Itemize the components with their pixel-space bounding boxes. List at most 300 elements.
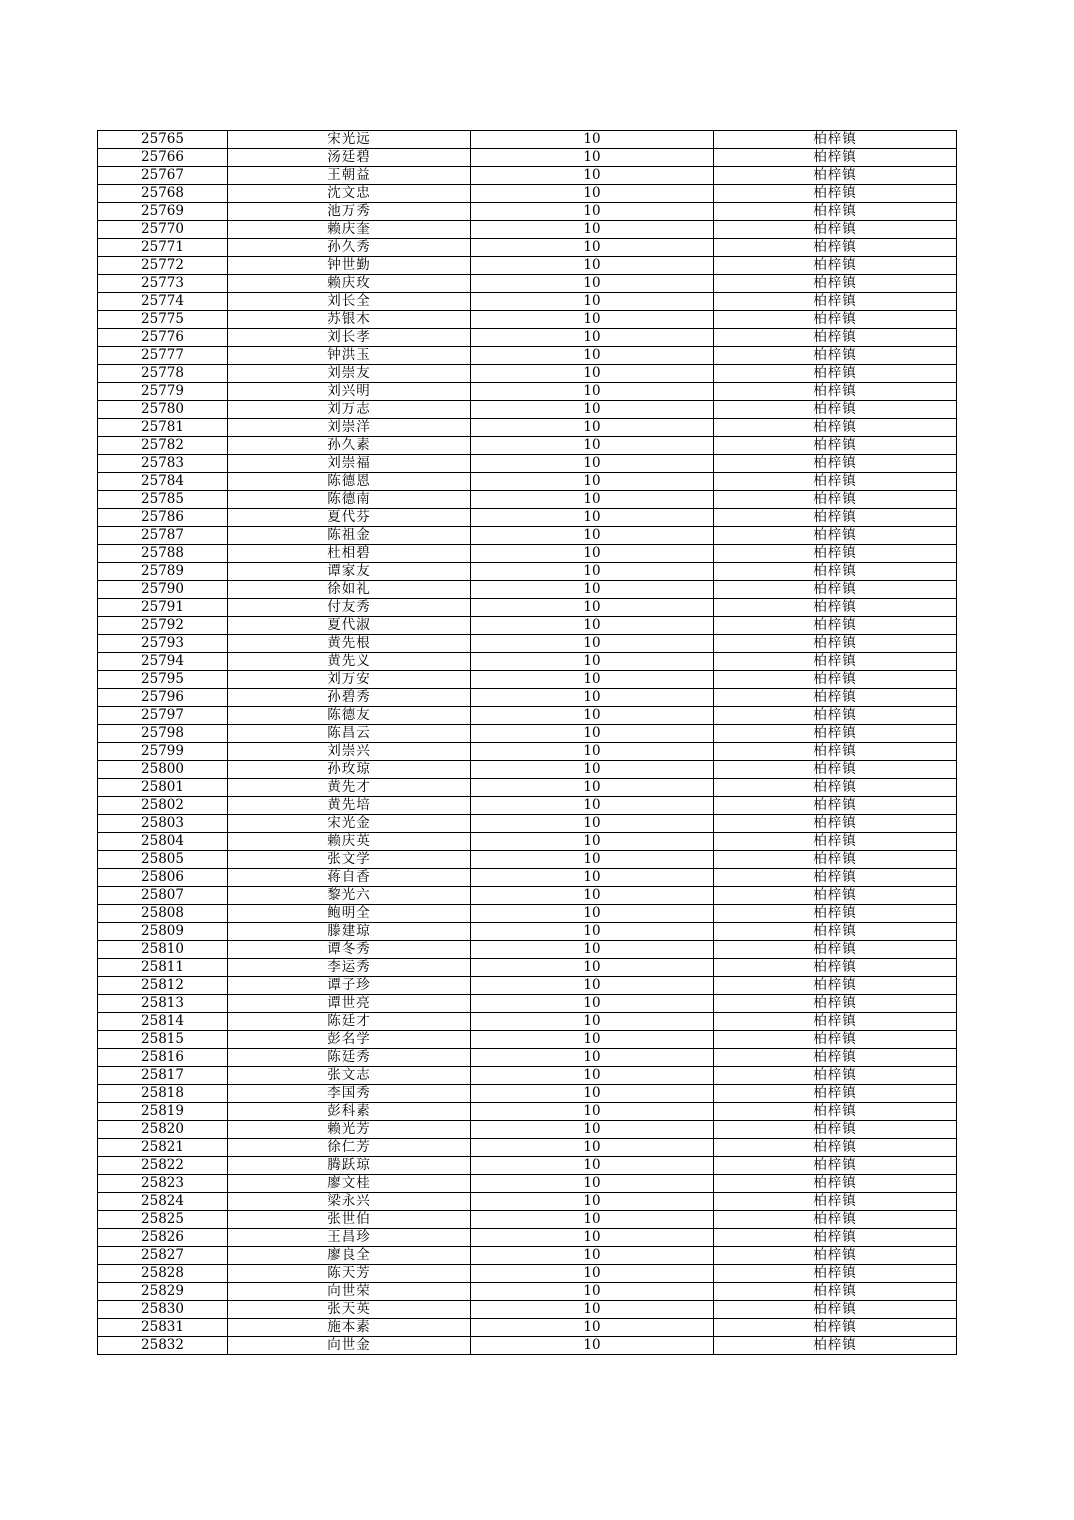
person-name-cell: 梁永兴 xyxy=(228,1193,471,1211)
record-id-cell: 25802 xyxy=(98,797,228,815)
person-name-cell: 滕建琼 xyxy=(228,923,471,941)
amount-cell: 10 xyxy=(471,545,714,563)
table-row xyxy=(98,599,957,617)
amount-cell: 10 xyxy=(471,185,714,203)
person-name-cell: 池万秀 xyxy=(228,203,471,221)
table-row xyxy=(98,293,957,311)
record-id-cell: 25805 xyxy=(98,851,228,869)
town-cell: 柏梓镇 xyxy=(714,527,957,545)
town-cell: 柏梓镇 xyxy=(714,455,957,473)
table-row xyxy=(98,671,957,689)
record-id-cell: 25767 xyxy=(98,167,228,185)
town-cell: 柏梓镇 xyxy=(714,1319,957,1337)
person-name-cell: 陈廷秀 xyxy=(228,1049,471,1067)
amount-cell: 10 xyxy=(471,581,714,599)
table-row xyxy=(98,1319,957,1337)
record-id-cell: 25829 xyxy=(98,1283,228,1301)
amount-cell: 10 xyxy=(471,239,714,257)
table-row xyxy=(98,635,957,653)
person-name-cell: 孙久秀 xyxy=(228,239,471,257)
town-cell: 柏梓镇 xyxy=(714,581,957,599)
table-row xyxy=(98,1139,957,1157)
amount-cell: 10 xyxy=(471,1319,714,1337)
table-row xyxy=(98,743,957,761)
amount-cell: 10 xyxy=(471,149,714,167)
town-cell: 柏梓镇 xyxy=(714,1247,957,1265)
amount-cell: 10 xyxy=(471,131,714,149)
person-name-cell: 赖庆玫 xyxy=(228,275,471,293)
table-row xyxy=(98,1049,957,1067)
record-id-cell: 25779 xyxy=(98,383,228,401)
town-cell: 柏梓镇 xyxy=(714,1139,957,1157)
amount-cell: 10 xyxy=(471,1301,714,1319)
person-name-cell: 彭科素 xyxy=(228,1103,471,1121)
table-row xyxy=(98,509,957,527)
person-name-cell: 鲍明全 xyxy=(228,905,471,923)
person-name-cell: 李国秀 xyxy=(228,1085,471,1103)
person-name-cell: 徐仁芳 xyxy=(228,1139,471,1157)
table-row xyxy=(98,401,957,419)
amount-cell: 10 xyxy=(471,347,714,365)
record-id-cell: 25815 xyxy=(98,1031,228,1049)
record-id-cell: 25783 xyxy=(98,455,228,473)
amount-cell: 10 xyxy=(471,383,714,401)
person-name-cell: 孙久素 xyxy=(228,437,471,455)
person-name-cell: 刘崇友 xyxy=(228,365,471,383)
record-id-cell: 25801 xyxy=(98,779,228,797)
town-cell: 柏梓镇 xyxy=(714,1103,957,1121)
table-row xyxy=(98,1247,957,1265)
table-row xyxy=(98,437,957,455)
table-row xyxy=(98,869,957,887)
person-name-cell: 彭名学 xyxy=(228,1031,471,1049)
record-id-cell: 25807 xyxy=(98,887,228,905)
amount-cell: 10 xyxy=(471,1211,714,1229)
table-row xyxy=(98,419,957,437)
amount-cell: 10 xyxy=(471,1157,714,1175)
table-row xyxy=(98,311,957,329)
amount-cell: 10 xyxy=(471,1193,714,1211)
record-id-cell: 25788 xyxy=(98,545,228,563)
table-row xyxy=(98,815,957,833)
person-name-cell: 夏代淑 xyxy=(228,617,471,635)
record-id-cell: 25785 xyxy=(98,491,228,509)
record-id-cell: 25828 xyxy=(98,1265,228,1283)
person-name-cell: 陈德南 xyxy=(228,491,471,509)
table-row xyxy=(98,239,957,257)
town-cell: 柏梓镇 xyxy=(714,347,957,365)
table-row xyxy=(98,545,957,563)
person-name-cell: 夏代芬 xyxy=(228,509,471,527)
record-id-cell: 25786 xyxy=(98,509,228,527)
amount-cell: 10 xyxy=(471,833,714,851)
amount-cell: 10 xyxy=(471,617,714,635)
table-row xyxy=(98,383,957,401)
record-id-cell: 25789 xyxy=(98,563,228,581)
record-id-cell: 25830 xyxy=(98,1301,228,1319)
town-cell: 柏梓镇 xyxy=(714,1265,957,1283)
town-cell: 柏梓镇 xyxy=(714,329,957,347)
table-row xyxy=(98,851,957,869)
table-row xyxy=(98,707,957,725)
table-row xyxy=(98,725,957,743)
amount-cell: 10 xyxy=(471,725,714,743)
record-id-cell: 25784 xyxy=(98,473,228,491)
table-row xyxy=(98,887,957,905)
amount-cell: 10 xyxy=(471,1229,714,1247)
table-row xyxy=(98,581,957,599)
table-row xyxy=(98,221,957,239)
person-name-cell: 刘长全 xyxy=(228,293,471,311)
person-name-cell: 黄先培 xyxy=(228,797,471,815)
town-cell: 柏梓镇 xyxy=(714,419,957,437)
amount-cell: 10 xyxy=(471,365,714,383)
person-name-cell: 张世伯 xyxy=(228,1211,471,1229)
town-cell: 柏梓镇 xyxy=(714,1175,957,1193)
amount-cell: 10 xyxy=(471,167,714,185)
amount-cell: 10 xyxy=(471,1103,714,1121)
person-name-cell: 宋光远 xyxy=(228,131,471,149)
person-name-cell: 张文学 xyxy=(228,851,471,869)
table-row xyxy=(98,563,957,581)
town-cell: 柏梓镇 xyxy=(714,1229,957,1247)
town-cell: 柏梓镇 xyxy=(714,221,957,239)
table-row xyxy=(98,275,957,293)
table-row xyxy=(98,779,957,797)
person-name-cell: 陈天芳 xyxy=(228,1265,471,1283)
amount-cell: 10 xyxy=(471,275,714,293)
person-name-cell: 陈廷才 xyxy=(228,1013,471,1031)
record-id-cell: 25772 xyxy=(98,257,228,275)
town-cell: 柏梓镇 xyxy=(714,1085,957,1103)
amount-cell: 10 xyxy=(471,941,714,959)
person-name-cell: 王朝益 xyxy=(228,167,471,185)
record-id-cell: 25820 xyxy=(98,1121,228,1139)
town-cell: 柏梓镇 xyxy=(714,1013,957,1031)
table-row xyxy=(98,455,957,473)
records-table xyxy=(97,130,957,1355)
amount-cell: 10 xyxy=(471,743,714,761)
table-row xyxy=(98,995,957,1013)
person-name-cell: 付友秀 xyxy=(228,599,471,617)
person-name-cell: 黎光六 xyxy=(228,887,471,905)
record-id-cell: 25787 xyxy=(98,527,228,545)
town-cell: 柏梓镇 xyxy=(714,779,957,797)
person-name-cell: 陈德恩 xyxy=(228,473,471,491)
amount-cell: 10 xyxy=(471,707,714,725)
amount-cell: 10 xyxy=(471,599,714,617)
person-name-cell: 宋光金 xyxy=(228,815,471,833)
record-id-cell: 25822 xyxy=(98,1157,228,1175)
table-row xyxy=(98,1229,957,1247)
town-cell: 柏梓镇 xyxy=(714,1301,957,1319)
amount-cell: 10 xyxy=(471,473,714,491)
person-name-cell: 赖庆英 xyxy=(228,833,471,851)
town-cell: 柏梓镇 xyxy=(714,509,957,527)
town-cell: 柏梓镇 xyxy=(714,149,957,167)
record-id-cell: 25777 xyxy=(98,347,228,365)
town-cell: 柏梓镇 xyxy=(714,671,957,689)
town-cell: 柏梓镇 xyxy=(714,923,957,941)
amount-cell: 10 xyxy=(471,1049,714,1067)
table-row xyxy=(98,689,957,707)
amount-cell: 10 xyxy=(471,437,714,455)
record-id-cell: 25796 xyxy=(98,689,228,707)
person-name-cell: 孙碧秀 xyxy=(228,689,471,707)
town-cell: 柏梓镇 xyxy=(714,1031,957,1049)
record-id-cell: 25770 xyxy=(98,221,228,239)
person-name-cell: 蒋自香 xyxy=(228,869,471,887)
town-cell: 柏梓镇 xyxy=(714,167,957,185)
town-cell: 柏梓镇 xyxy=(714,437,957,455)
person-name-cell: 陈德友 xyxy=(228,707,471,725)
amount-cell: 10 xyxy=(471,563,714,581)
table-row xyxy=(98,1157,957,1175)
record-id-cell: 25773 xyxy=(98,275,228,293)
town-cell: 柏梓镇 xyxy=(714,1157,957,1175)
town-cell: 柏梓镇 xyxy=(714,275,957,293)
table-row xyxy=(98,653,957,671)
amount-cell: 10 xyxy=(471,257,714,275)
amount-cell: 10 xyxy=(471,851,714,869)
amount-cell: 10 xyxy=(471,761,714,779)
amount-cell: 10 xyxy=(471,1031,714,1049)
town-cell: 柏梓镇 xyxy=(714,365,957,383)
person-name-cell: 陈祖金 xyxy=(228,527,471,545)
table-row xyxy=(98,905,957,923)
record-id-cell: 25793 xyxy=(98,635,228,653)
amount-cell: 10 xyxy=(471,923,714,941)
record-id-cell: 25806 xyxy=(98,869,228,887)
record-id-cell: 25774 xyxy=(98,293,228,311)
record-id-cell: 25771 xyxy=(98,239,228,257)
town-cell: 柏梓镇 xyxy=(714,851,957,869)
record-id-cell: 25823 xyxy=(98,1175,228,1193)
amount-cell: 10 xyxy=(471,329,714,347)
amount-cell: 10 xyxy=(471,1265,714,1283)
town-cell: 柏梓镇 xyxy=(714,941,957,959)
town-cell: 柏梓镇 xyxy=(714,761,957,779)
person-name-cell: 向世金 xyxy=(228,1337,471,1355)
record-id-cell: 25808 xyxy=(98,905,228,923)
amount-cell: 10 xyxy=(471,1139,714,1157)
record-id-cell: 25782 xyxy=(98,437,228,455)
table-row xyxy=(98,473,957,491)
record-id-cell: 25814 xyxy=(98,1013,228,1031)
amount-cell: 10 xyxy=(471,311,714,329)
amount-cell: 10 xyxy=(471,293,714,311)
town-cell: 柏梓镇 xyxy=(714,1337,957,1355)
table-row xyxy=(98,761,957,779)
record-id-cell: 25795 xyxy=(98,671,228,689)
record-id-cell: 25803 xyxy=(98,815,228,833)
person-name-cell: 廖文桂 xyxy=(228,1175,471,1193)
record-id-cell: 25816 xyxy=(98,1049,228,1067)
town-cell: 柏梓镇 xyxy=(714,383,957,401)
town-cell: 柏梓镇 xyxy=(714,1067,957,1085)
amount-cell: 10 xyxy=(471,1067,714,1085)
town-cell: 柏梓镇 xyxy=(714,599,957,617)
town-cell: 柏梓镇 xyxy=(714,617,957,635)
amount-cell: 10 xyxy=(471,869,714,887)
record-id-cell: 25818 xyxy=(98,1085,228,1103)
table-row xyxy=(98,1031,957,1049)
record-id-cell: 25766 xyxy=(98,149,228,167)
town-cell: 柏梓镇 xyxy=(714,131,957,149)
amount-cell: 10 xyxy=(471,689,714,707)
person-name-cell: 杜相碧 xyxy=(228,545,471,563)
table-row xyxy=(98,1337,957,1355)
record-id-cell: 25824 xyxy=(98,1193,228,1211)
town-cell: 柏梓镇 xyxy=(714,1121,957,1139)
town-cell: 柏梓镇 xyxy=(714,635,957,653)
record-id-cell: 25813 xyxy=(98,995,228,1013)
record-id-cell: 25792 xyxy=(98,617,228,635)
person-name-cell: 钟洪玉 xyxy=(228,347,471,365)
amount-cell: 10 xyxy=(471,959,714,977)
person-name-cell: 刘长孝 xyxy=(228,329,471,347)
amount-cell: 10 xyxy=(471,797,714,815)
amount-cell: 10 xyxy=(471,977,714,995)
record-id-cell: 25800 xyxy=(98,761,228,779)
town-cell: 柏梓镇 xyxy=(714,869,957,887)
town-cell: 柏梓镇 xyxy=(714,401,957,419)
amount-cell: 10 xyxy=(471,419,714,437)
person-name-cell: 徐如礼 xyxy=(228,581,471,599)
amount-cell: 10 xyxy=(471,203,714,221)
table-row xyxy=(98,491,957,509)
person-name-cell: 汤廷碧 xyxy=(228,149,471,167)
table-row xyxy=(98,329,957,347)
town-cell: 柏梓镇 xyxy=(714,797,957,815)
person-name-cell: 腾跃琼 xyxy=(228,1157,471,1175)
table-row xyxy=(98,527,957,545)
person-name-cell: 王昌珍 xyxy=(228,1229,471,1247)
table-row xyxy=(98,977,957,995)
person-name-cell: 孙玫琼 xyxy=(228,761,471,779)
table-row xyxy=(98,365,957,383)
town-cell: 柏梓镇 xyxy=(714,1283,957,1301)
person-name-cell: 黄先才 xyxy=(228,779,471,797)
record-id-cell: 25799 xyxy=(98,743,228,761)
record-id-cell: 25797 xyxy=(98,707,228,725)
table-row xyxy=(98,797,957,815)
record-id-cell: 25781 xyxy=(98,419,228,437)
table-row xyxy=(98,1283,957,1301)
amount-cell: 10 xyxy=(471,671,714,689)
person-name-cell: 钟世勤 xyxy=(228,257,471,275)
record-id-cell: 25790 xyxy=(98,581,228,599)
table-row xyxy=(98,1067,957,1085)
record-id-cell: 25778 xyxy=(98,365,228,383)
amount-cell: 10 xyxy=(471,779,714,797)
record-id-cell: 25775 xyxy=(98,311,228,329)
person-name-cell: 谭子珍 xyxy=(228,977,471,995)
person-name-cell: 刘崇福 xyxy=(228,455,471,473)
town-cell: 柏梓镇 xyxy=(714,545,957,563)
person-name-cell: 赖光芳 xyxy=(228,1121,471,1139)
record-id-cell: 25769 xyxy=(98,203,228,221)
record-id-cell: 25798 xyxy=(98,725,228,743)
person-name-cell: 苏银木 xyxy=(228,311,471,329)
amount-cell: 10 xyxy=(471,635,714,653)
table-row xyxy=(98,149,957,167)
town-cell: 柏梓镇 xyxy=(714,887,957,905)
record-id-cell: 25811 xyxy=(98,959,228,977)
table-row xyxy=(98,923,957,941)
town-cell: 柏梓镇 xyxy=(714,1193,957,1211)
town-cell: 柏梓镇 xyxy=(714,959,957,977)
amount-cell: 10 xyxy=(471,455,714,473)
amount-cell: 10 xyxy=(471,1013,714,1031)
town-cell: 柏梓镇 xyxy=(714,257,957,275)
amount-cell: 10 xyxy=(471,1337,714,1355)
town-cell: 柏梓镇 xyxy=(714,239,957,257)
person-name-cell: 谭冬秀 xyxy=(228,941,471,959)
table-row xyxy=(98,1013,957,1031)
record-id-cell: 25819 xyxy=(98,1103,228,1121)
amount-cell: 10 xyxy=(471,905,714,923)
town-cell: 柏梓镇 xyxy=(714,689,957,707)
town-cell: 柏梓镇 xyxy=(714,653,957,671)
record-id-cell: 25812 xyxy=(98,977,228,995)
record-id-cell: 25794 xyxy=(98,653,228,671)
record-id-cell: 25768 xyxy=(98,185,228,203)
amount-cell: 10 xyxy=(471,1121,714,1139)
amount-cell: 10 xyxy=(471,815,714,833)
table-row xyxy=(98,1193,957,1211)
record-id-cell: 25821 xyxy=(98,1139,228,1157)
table-row xyxy=(98,1211,957,1229)
table-row xyxy=(98,1301,957,1319)
person-name-cell: 黄先根 xyxy=(228,635,471,653)
town-cell: 柏梓镇 xyxy=(714,995,957,1013)
person-name-cell: 陈昌云 xyxy=(228,725,471,743)
table-row xyxy=(98,1085,957,1103)
town-cell: 柏梓镇 xyxy=(714,977,957,995)
table-row xyxy=(98,257,957,275)
town-cell: 柏梓镇 xyxy=(714,905,957,923)
amount-cell: 10 xyxy=(471,1175,714,1193)
person-name-cell: 刘崇兴 xyxy=(228,743,471,761)
town-cell: 柏梓镇 xyxy=(714,491,957,509)
person-name-cell: 赖庆奎 xyxy=(228,221,471,239)
town-cell: 柏梓镇 xyxy=(714,563,957,581)
record-id-cell: 25825 xyxy=(98,1211,228,1229)
record-id-cell: 25804 xyxy=(98,833,228,851)
person-name-cell: 沈文忠 xyxy=(228,185,471,203)
record-id-cell: 25826 xyxy=(98,1229,228,1247)
amount-cell: 10 xyxy=(471,491,714,509)
record-id-cell: 25809 xyxy=(98,923,228,941)
record-id-cell: 25817 xyxy=(98,1067,228,1085)
amount-cell: 10 xyxy=(471,1283,714,1301)
person-name-cell: 刘万安 xyxy=(228,671,471,689)
town-cell: 柏梓镇 xyxy=(714,725,957,743)
amount-cell: 10 xyxy=(471,221,714,239)
record-id-cell: 25765 xyxy=(98,131,228,149)
town-cell: 柏梓镇 xyxy=(714,473,957,491)
table-row xyxy=(98,185,957,203)
amount-cell: 10 xyxy=(471,527,714,545)
records-table-body xyxy=(98,131,957,1355)
person-name-cell: 向世荣 xyxy=(228,1283,471,1301)
town-cell: 柏梓镇 xyxy=(714,1211,957,1229)
town-cell: 柏梓镇 xyxy=(714,743,957,761)
person-name-cell: 谭世亮 xyxy=(228,995,471,1013)
record-id-cell: 25831 xyxy=(98,1319,228,1337)
table-row xyxy=(98,347,957,365)
